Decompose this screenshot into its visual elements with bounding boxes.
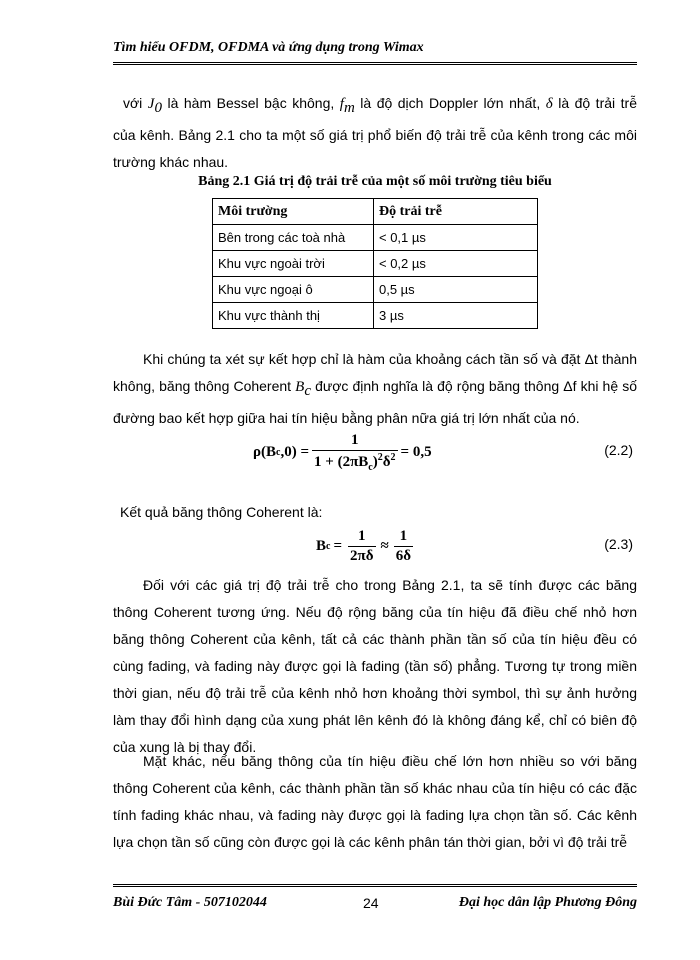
running-footer bbox=[113, 884, 637, 911]
table-header-row bbox=[213, 199, 538, 225]
table-row bbox=[213, 251, 538, 277]
table-row bbox=[213, 225, 538, 251]
paragraph-intro bbox=[113, 90, 637, 176]
symbol-delta: δ bbox=[545, 96, 553, 112]
paragraph-flat-fading: Đối với các giá trị độ trải trễ cho trong Bảng 2.1, ta sẽ tính được các băng thông Coherent tương ứng. Nếu độ rộng băng của tín hiệu đã điều chế nhỏ hơn băng thông Coherent của kênh, tất cả các thành phần tần số của tín hiệu đều có cùng fading, và fading này được gọi là fading (tần số) phẳng. Tương tự trong miền thời gian, nếu độ trải trễ của kênh nhỏ hơn khoảng thời symbol, thì sự ảnh hưởng làm thay đổi hình dạng của xung phát lên kênh đó là không đáng kể, chỉ có biên độ của xung là bị thay đổi. bbox=[113, 577, 637, 755]
table-cell: < 0,1 µs bbox=[374, 225, 538, 251]
symbol-b: B bbox=[295, 379, 305, 395]
table-caption: Bảng 2.1 Giá trị độ trải trễ của một số môi trường tiêu biểu bbox=[198, 174, 552, 189]
equation-2-3-fraction-2: $\frac{1}{6\delta}$ bbox=[395, 527, 412, 564]
equation-2-2 bbox=[113, 430, 637, 474]
table-cell: < 0,2 µs bbox=[374, 251, 538, 277]
table-header-environment: Môi trường bbox=[213, 199, 374, 225]
table-cell: Khu vực ngoại ô bbox=[213, 277, 374, 303]
table-header-delay: Độ trải trễ bbox=[374, 199, 538, 225]
symbol-j-sub: 0 bbox=[154, 99, 162, 116]
running-header bbox=[113, 40, 637, 65]
symbol-b-sub: c bbox=[304, 382, 311, 399]
result-label: Kết quả băng thông Coherent là: bbox=[120, 504, 323, 520]
table-row bbox=[213, 277, 538, 303]
table-cell: Khu vực ngoài trời bbox=[213, 251, 374, 277]
table-cell: Bên trong các toà nhà bbox=[213, 225, 374, 251]
equation-2-3-body: B c = $\frac{1}{2\pi\delta}$ ≈ $\frac{1}{6\delta}$ bbox=[316, 527, 412, 564]
table-cell: 0,5 µs bbox=[374, 277, 538, 303]
equation-2-3-fraction-1: $\frac{1}{2\pi\delta}$ bbox=[350, 527, 374, 564]
footer-author: Bùi Đức Tâm - 507102044 bbox=[113, 895, 267, 910]
symbol-f-sub: m bbox=[343, 99, 355, 116]
symbol-f: f bbox=[339, 96, 344, 112]
footer-school: Đại học dân lập Phương Đông bbox=[458, 895, 637, 910]
paragraph-intro-line1: với $J_0$ là hàm Bessel bậc không, $f_m$ là độ dịch Doppler lớn nhất, δ là độ trải trễ bbox=[123, 95, 637, 116]
paragraph-intro-rest: của kênh. Bảng 2.1 cho ta một số giá trị phổ biến độ trải trễ của kênh trong các môi trường khác nhau. bbox=[113, 126, 637, 170]
equation-2-3-number: (2.3) bbox=[604, 536, 633, 552]
equation-2-2-number: (2.2) bbox=[604, 442, 633, 458]
table-cell: 3 µs bbox=[374, 303, 538, 329]
header-title: Tìm hiểu OFDM, OFDMA và ứng dụng trong Wimax bbox=[113, 40, 424, 55]
equation-2-3 bbox=[113, 524, 637, 568]
delay-spread-table bbox=[212, 198, 538, 329]
equation-2-2-body: ρ(B c ,0) = $\frac{1}{1 + (2\pi B_c)^2\delta^2}$ = 0,5 bbox=[253, 431, 432, 473]
table-row bbox=[213, 303, 538, 329]
symbol-j: J bbox=[147, 96, 155, 112]
equation-2-2-fraction: $\frac{1}{1 + (2\pi B_c)^2\delta^2}$ bbox=[314, 431, 396, 473]
table-cell: Khu vực thành thị bbox=[213, 303, 374, 329]
paragraph-selective-fading: Mặt khác, nếu băng thông của tín hiệu điều chế lớn hơn nhiều so với băng thông Coherent của kênh, các thành phần tần số khác nhau của tín hiệu có các đặc tính fading khác nhau, và fading này được gọi là fading lựa chọn tần số. Các kênh lựa chọn tần số cũng còn được gọi là các kênh phân tán thời gian, bởi vì độ trải trễ bbox=[113, 753, 637, 850]
paragraph-coherence-definition: Khi chúng ta xét sự kết hợp chỉ là hàm của khoảng cách tần số và đặt Δt thành không, băng thông Coherent $B_c$ được định nghĩa là độ rộng băng thông Δf khi hệ số đường bao kết hợp giữa hai tín hiệu bằng phân nữa giá trị lớn nhất của nó. bbox=[113, 351, 637, 426]
page-number: 24 bbox=[363, 895, 379, 911]
